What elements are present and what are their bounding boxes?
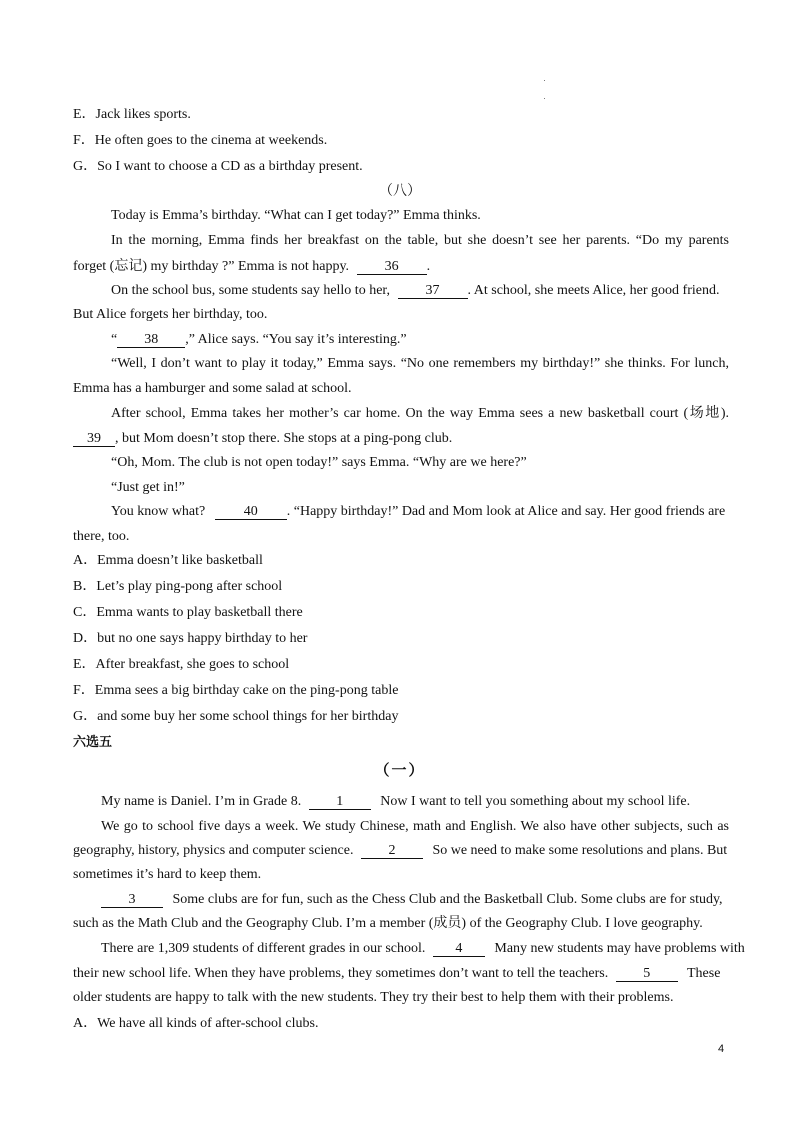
answer-blank-5[interactable]: 5 bbox=[616, 966, 678, 982]
passage-line: We go to school five days a week. We study Chinese, math and English. We also have other subjects, such as bbox=[101, 819, 729, 834]
option-line: E．After breakfast, she goes to school bbox=[73, 657, 290, 672]
passage-text: forget (忘记) my birthday ?” Emma is not happy. bbox=[73, 259, 350, 274]
option-line: E．Jack likes sports. bbox=[73, 107, 191, 122]
passage-line: “Well, I don’t want to play it today,” Emma says. “No one remembers my birthday!” she thinks. For lunch, bbox=[111, 356, 729, 371]
passage-line: After school, Emma takes her mother’s car home. On the way Emma sees a new basketball court (场地). bbox=[111, 406, 729, 421]
passage-text: Many new students may have problems with bbox=[494, 941, 745, 956]
passage-line bbox=[73, 258, 729, 275]
answer-blank-3[interactable]: 3 bbox=[101, 892, 163, 908]
passage-line: sometimes it’s hard to keep them. bbox=[73, 867, 262, 882]
passage-text: their new school life. When they have problems, they sometimes don’t want to tell the teachers. bbox=[73, 966, 609, 981]
answer-blank-2[interactable]: 2 bbox=[361, 843, 423, 859]
answer-blank-4[interactable]: 4 bbox=[433, 941, 485, 957]
option-line: G．and some buy her some school things for her birthday bbox=[73, 709, 399, 724]
scan-speck bbox=[544, 98, 545, 99]
option-line: C．Emma wants to play basketball there bbox=[73, 605, 303, 620]
passage-line bbox=[101, 891, 729, 908]
passage-line bbox=[73, 842, 729, 859]
option-line: F．Emma sees a big birthday cake on the ping-pong table bbox=[73, 683, 399, 698]
option-line: B．Let’s play ping-pong after school bbox=[73, 579, 283, 594]
passage-text: Some clubs are for fun, such as the Chess Club and the Basketball Club. Some clubs are for study, bbox=[172, 892, 723, 907]
passage-text: You know what? bbox=[111, 504, 206, 519]
passage-text: Now I want to tell you something about my school life. bbox=[380, 794, 691, 809]
option-line: G．So I want to choose a CD as a birthday present. bbox=[73, 159, 363, 174]
subsection-label: （一） bbox=[374, 761, 426, 779]
section-heading: 六选五 bbox=[73, 735, 113, 750]
passage-text: ,” Alice says. “You say it’s interesting.” bbox=[185, 332, 407, 347]
answer-blank-40[interactable]: 40 bbox=[215, 504, 287, 520]
answer-blank-38[interactable]: 38 bbox=[117, 332, 185, 348]
passage-text: These bbox=[686, 966, 721, 981]
section-label: （八） bbox=[379, 184, 421, 199]
option-line: A．We have all kinds of after-school clubs. bbox=[73, 1016, 319, 1031]
answer-blank-36[interactable]: 36 bbox=[357, 259, 427, 275]
option-line: D．but no one says happy birthday to her bbox=[73, 631, 308, 646]
passage-line: In the morning, Emma finds her breakfast on the table, but she doesn’t see her parents. “Do my parents bbox=[111, 233, 729, 248]
answer-blank-39[interactable]: 39 bbox=[73, 431, 115, 447]
passage-line bbox=[111, 282, 729, 299]
passage-line: such as the Math Club and the Geography Club. I’m a member (成员) of the Geography Club. I love geography. bbox=[73, 916, 703, 931]
option-line: F．He often goes to the cinema at weekends. bbox=[73, 133, 328, 148]
passage-text: On the school bus, some students say hello to her, bbox=[111, 283, 391, 298]
passage-line bbox=[73, 430, 729, 447]
passage-line: “Oh, Mom. The club is not open today!” says Emma. “Why are we here?” bbox=[111, 455, 527, 470]
option-line: A．Emma doesn’t like basketball bbox=[73, 553, 263, 568]
passage-line: older students are happy to talk with the new students. They try their best to help them with their problems. bbox=[73, 990, 674, 1005]
page-number: 4 bbox=[718, 1043, 725, 1055]
passage-line bbox=[101, 793, 729, 810]
passage-text: geography, history, physics and computer science. bbox=[73, 843, 354, 858]
passage-text: . At school, she meets Alice, her good friend. bbox=[467, 283, 720, 298]
passage-text: . bbox=[426, 259, 431, 274]
passage-line: there, too. bbox=[73, 529, 130, 544]
passage-text: My name is Daniel. I’m in Grade 8. bbox=[101, 794, 302, 809]
passage-line: But Alice forgets her birthday, too. bbox=[73, 307, 268, 322]
passage-line: Emma has a hamburger and some salad at school. bbox=[73, 381, 352, 396]
passage-line bbox=[73, 965, 729, 982]
passage-line: “Just get in!” bbox=[111, 480, 185, 495]
passage-line bbox=[111, 331, 729, 348]
passage-text: , but Mom doesn’t stop there. She stops at a ping-pong club. bbox=[115, 431, 453, 446]
passage-line bbox=[111, 503, 729, 520]
passage-line: Today is Emma’s birthday. “What can I get today?” Emma thinks. bbox=[111, 208, 481, 223]
passage-text: . “Happy birthday!” Dad and Mom look at Alice and say. Her good friends are bbox=[286, 504, 726, 519]
scan-speck bbox=[544, 80, 545, 81]
passage-text: “ bbox=[111, 332, 118, 347]
answer-blank-37[interactable]: 37 bbox=[398, 283, 468, 299]
passage-line bbox=[101, 940, 745, 957]
answer-blank-1[interactable]: 1 bbox=[309, 794, 371, 810]
passage-text: There are 1,309 students of different grades in our school. bbox=[101, 941, 426, 956]
passage-text: So we need to make some resolutions and plans. But bbox=[432, 843, 728, 858]
